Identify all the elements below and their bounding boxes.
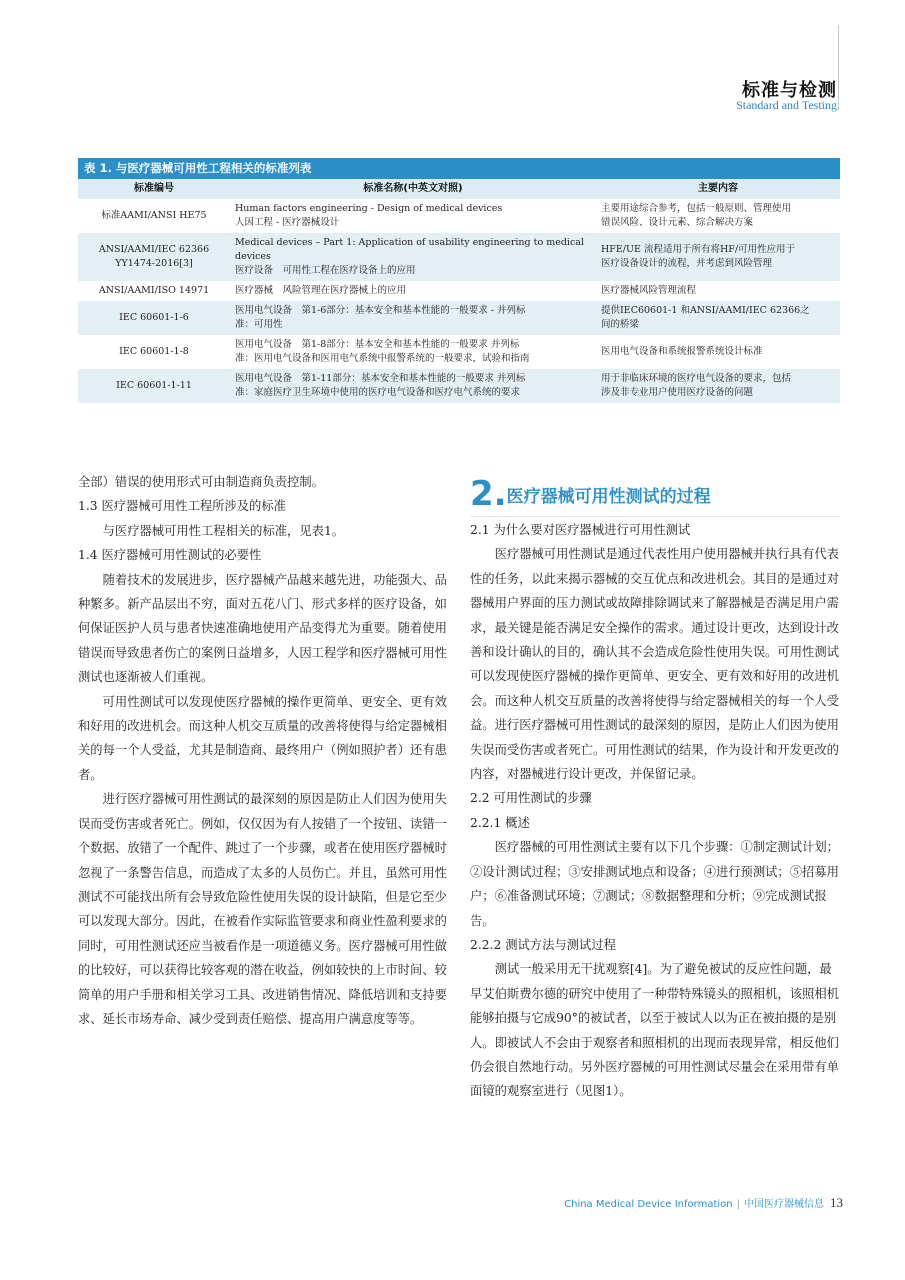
cell-content: 提供IEC60601-1 和ANSI/AAMI/IEC 62366之 间的桥梁 [596, 301, 840, 335]
section-title: 医疗器械可用性测试的过程 [506, 487, 711, 507]
cell-name: Medical devices – Part 1: Application of usability engineering to medical devices 医疗设备 可用性工程在医疗设备上的应用 [230, 233, 596, 281]
column-header-code: 标准编号 [78, 179, 230, 199]
journal-name-cn: 中国医疗器械信息 [744, 1199, 824, 1210]
heading-1-3: 1.3 医疗器械可用性工程所涉及的标准 [78, 499, 286, 514]
cell-code: IEC 60601-1-8 [78, 335, 230, 369]
section-header-subtitle: Standard and Testing [736, 98, 837, 112]
left-column [78, 470, 456, 1031]
standards-table-grid [78, 179, 840, 403]
table-row [78, 199, 840, 233]
section-underline [470, 516, 840, 517]
heading-2-2-2: 2.2.2 测试方法与测试过程 [470, 937, 616, 952]
table-row [78, 233, 840, 281]
cell-code: 标准AAMI/ANSI HE75 [78, 199, 230, 233]
cell-code: IEC 60601-1-6 [78, 301, 230, 335]
paragraph-2-2-2: 测试一般采用无干扰观察[4]。为了避免被试的反应性问题，最早艾伯斯费尔德的研究中使用了一种带特殊镜头的照相机，该照相机能够拍摄与它成90°的被试者，以至于被试人以为正在被拍摄的是别人。即被试人不会由于观察者和照相机的出现而表现异常，相反他们仍会很自然地行动。另外医疗器械的可用性测试尽量会在采用带有单面镜的观察室进行（见图1）。 [470, 962, 839, 1099]
column-header-name: 标准名称(中英文对照) [230, 179, 596, 199]
table-row [78, 301, 840, 335]
section-2-heading [470, 476, 711, 516]
section-header-title: 标准与检测 [742, 80, 837, 101]
table-caption: 表 1. 与医疗器械可用性工程相关的标准列表 [78, 158, 840, 179]
paragraph-1-3: 与医疗器械可用性工程相关的标准，见表1。 [102, 523, 345, 538]
cell-content: 医用电气设备和系统报警系统设计标准 [596, 335, 840, 369]
paragraph-2-1: 医疗器械可用性测试是通过代表性用户使用器械并执行具有代表性的任务，以此来揭示器械的交互优点和改进机会。其目的是通过对器械用户界面的压力测试或故障排除调试来了解器械是否满足用户需求，最关键是能否满足安全操作的需求。通过设计更改，达到设计改善和设计确认的目的，确认其不会造成危险性使用失误。可用性测试可以发现使医疗器械的操作更简单、更安全、更有效和好用的改进机会。而这种人机交互质量的改善将使得与给定器械相关的每一个人受益。进行医疗器械可用性测试的最深刻的原因，是防止人们因为使用失误而受伤害或者死亡。可用性测试的结果，作为设计和开发更改的内容，对器械进行设计更改，并保留记录。 [470, 547, 839, 782]
footer-separator: | [736, 1199, 740, 1210]
paragraph-1-4-c: 进行医疗器械可用性测试的最深刻的原因是防止人们因为使用失误而受伤害或者死亡。例如，仅仅因为有人按错了一个按钮、读错一个数据、放错了一个配件、跳过了一个步骤，或者在使用医疗器械时忽视了一条警告信息，而造成了太多的人员伤亡。并且，虽然可用性测试不可能找出所有会导致危险性使用失误的设计缺陷，但是它至少可以发现大部分。因此，在被看作实际监管要求和商业性盈利要求的同时，可用性测试还应当被看作是一项道德义务。医疗器械可用性做的比较好，可以获得比较客观的潜在收益，例如较快的上市时间、较简单的用户手册和相关学习工具、改进销售情况、降低培训和支持要求、延长市场寿命、减少受到责任赔偿、提高用户满意度等等。 [78, 792, 447, 1026]
heading-2-2-1: 2.2.1 概述 [470, 815, 530, 830]
page-footer [564, 1195, 843, 1211]
header-divider-line [838, 25, 839, 110]
cell-name: 医疗器械 风险管理在医疗器械上的应用 [230, 281, 596, 301]
cell-code: ANSI/AAMI/ISO 14971 [78, 281, 230, 301]
cell-name: 医用电气设备 第1-6部分：基本安全和基本性能的一般要求 - 并列标 准：可用性 [230, 301, 596, 335]
table-row [78, 281, 840, 301]
paragraph-2-2-1: 医疗器械的可用性测试主要有以下几个步骤：①制定测试计划；②设计测试过程；③安排测试地点和设备；④进行预测试；⑤招募用户；⑥准备测试环境；⑦测试；⑧数据整理和分析；⑨完成测试报告。 [470, 840, 839, 928]
page-number: 13 [830, 1195, 843, 1210]
cell-code: ANSI/AAMI/IEC 62366 YY1474-2016[3] [78, 233, 230, 281]
table-row [78, 369, 840, 403]
paragraph-continuation: 全部）错误的使用形式可由制造商负责控制。 [78, 475, 324, 489]
heading-2-1: 2.1 为什么要对医疗器械进行可用性测试 [470, 523, 691, 537]
cell-content: 用于非临床环境的医疗电气设备的要求，包括 涉及非专业用户使用医疗设备的问题 [596, 369, 840, 403]
cell-name: 医用电气设备 第1-8部分：基本安全和基本性能的一般要求 并列标 准：医用电气设备和医用电气系统中报警系统的一般要求，试验和指南 [230, 335, 596, 369]
table-row [78, 335, 840, 369]
heading-2-2: 2.2 可用性测试的步骤 [470, 791, 592, 806]
cell-name: 医用电气设备 第1-11部分：基本安全和基本性能的一般要求 并列标 准：家庭医疗卫生环境中使用的医疗电气设备和医疗电气系统的要求 [230, 369, 596, 403]
cell-name: Human factors engineering - Design of medical devices 人因工程 - 医疗器械设计 [230, 199, 596, 233]
paragraph-1-4-b: 可用性测试可以发现使医疗器械的操作更简单、更安全、更有效和好用的改进机会。而这种人机交互质量的改善将使得与给定器械相关的每一个人受益，尤其是制造商、最终用户（例如照护者）还有患者。 [78, 694, 447, 782]
cell-content: 主要用途综合参考，包括一般原则、管理使用 错误风险、设计元素、综合解决方案 [596, 199, 840, 233]
cell-content: HFE/UE 流程适用于所有将HF/可用性应用于 医疗设备设计的流程，并考虑到风险管理 [596, 233, 840, 281]
standards-table [78, 158, 840, 403]
paragraph-1-4-a: 随着技术的发展进步，医疗器械产品越来越先进，功能强大、品种繁多。新产品层出不穷，面对五花八门、形式多样的医疗设备，如何保证医护人员与患者快速准确地使用产品变得尤为重要。随着使用错误而导致患者伤亡的案例日益增多，人因工程学和医疗器械可用性测试也逐渐被人们重视。 [78, 572, 447, 685]
cell-code: IEC 60601-1-11 [78, 369, 230, 403]
journal-name-en: China Medical Device Information [564, 1199, 733, 1210]
heading-1-4: 1.4 医疗器械可用性测试的必要性 [78, 548, 262, 563]
column-header-content: 主要内容 [596, 179, 840, 199]
section-number: 2. [470, 474, 507, 514]
cell-content: 医疗器械风险管理流程 [596, 281, 840, 301]
right-column [470, 518, 840, 1104]
